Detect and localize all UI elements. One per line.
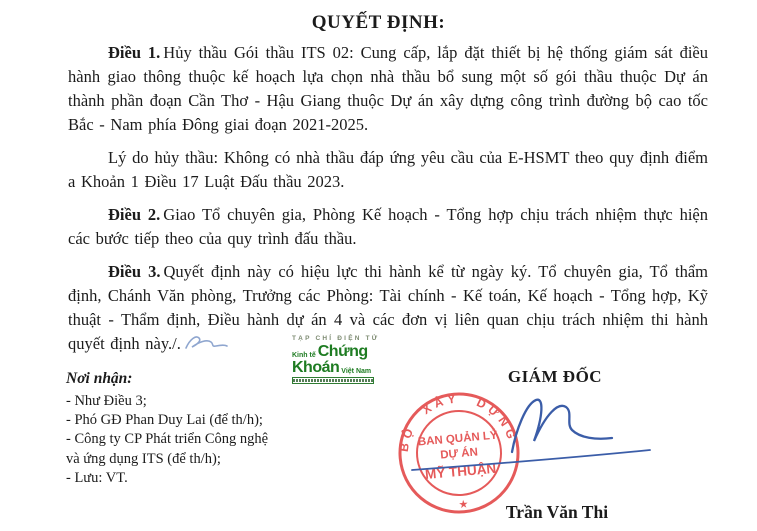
reason-text: Lý do hủy thầu: Không có nhà thầu đáp ứng yêu cầu của E-HSMT theo quy định điểm a Khoản 1 Điều 17 Luật Đấu thầu 2023. — [68, 148, 708, 191]
document-title: QUYẾT ĐỊNH: — [311, 12, 446, 33]
signer-name: Trần Văn Thi — [505, 502, 609, 522]
article-1-label: Điều 1. — [108, 43, 161, 62]
article-3-text: Quyết định này có hiệu lực thi hành kể từ ngày ký. Tổ chuyên gia, Tổ thẩm định, Chánh Văn phòng, Trưởng các Phòng: Tài chính - Kế toán, Kế hoạch - Tổng hợp, Kỹ thuật - Thẩm định, Điều hành dự án 4 và các đơn vị liên quan chịu trách nhiệm thi hành quyết định này./. — [68, 262, 708, 353]
press-logo-main-word-1: Chứng — [317, 342, 368, 360]
press-logo-prefix: Kinh tế — [292, 351, 316, 359]
stamp-center-line-2: DỰ ÁN — [439, 446, 479, 462]
article-3-paragraph — [68, 260, 708, 356]
recipient-item: và ứng dụng ITS (để th/h); — [66, 450, 221, 467]
recipients-block — [66, 370, 326, 488]
recipient-item: - Công ty CP Phát triển Công nghệ — [66, 431, 269, 448]
press-logo-suffix: Việt Nam — [341, 367, 372, 375]
press-logo-top-line: TẠP CHÍ ĐIỆN TỬ — [292, 335, 380, 342]
article-1-text: Hủy thầu Gói thầu ITS 02: Cung cấp, lắp đặt thiết bị hệ thống giám sát điều hành giao thông thuộc kế hoạch lựa chọn nhà thầu bổ sung một số gói thầu thuộc Dự án thành phần đoạn Cần Thơ - Hậu Giang thuộc Dự án xây dựng công trình đường bộ cao tốc Bắc - Nam phía Đông giai đoạn 2021-2025. — [68, 43, 708, 134]
article-2-text: Giao Tổ chuyên gia, Phòng Kế hoạch - Tổng hợp chịu trách nhiệm thực hiện các bước tiếp theo của quy trình đấu thầu. — [68, 205, 709, 248]
article-2-label: Điều 2. — [108, 205, 161, 224]
signer-title: GIÁM ĐỐC — [507, 367, 603, 386]
press-logo-main-word-2: Khoán — [292, 358, 340, 376]
paraph-initial-icon — [183, 333, 229, 353]
recipients-heading: Nơi nhận: — [66, 370, 133, 387]
stamp-center-line-3: MỸ THUẬN — [424, 460, 497, 483]
stamp-star-icon: ★ — [458, 498, 469, 512]
article-1-paragraph — [68, 41, 708, 137]
article-3-label: Điều 3. — [108, 262, 161, 281]
cancellation-reason-paragraph — [68, 146, 708, 194]
document-body — [68, 41, 708, 365]
recipient-item: - Phó GĐ Phan Duy Lai (để th/h); — [66, 412, 263, 429]
stamp-center-line-1: BAN QUẢN LÝ — [417, 429, 499, 449]
article-2-paragraph — [68, 203, 708, 251]
director-signature — [400, 394, 660, 476]
stamp-ring-text: BỘ XÂY DỰNG — [396, 391, 520, 453]
recipient-item: - Như Điều 3; — [66, 393, 147, 409]
recipient-item: - Lưu: VT. — [66, 469, 128, 486]
